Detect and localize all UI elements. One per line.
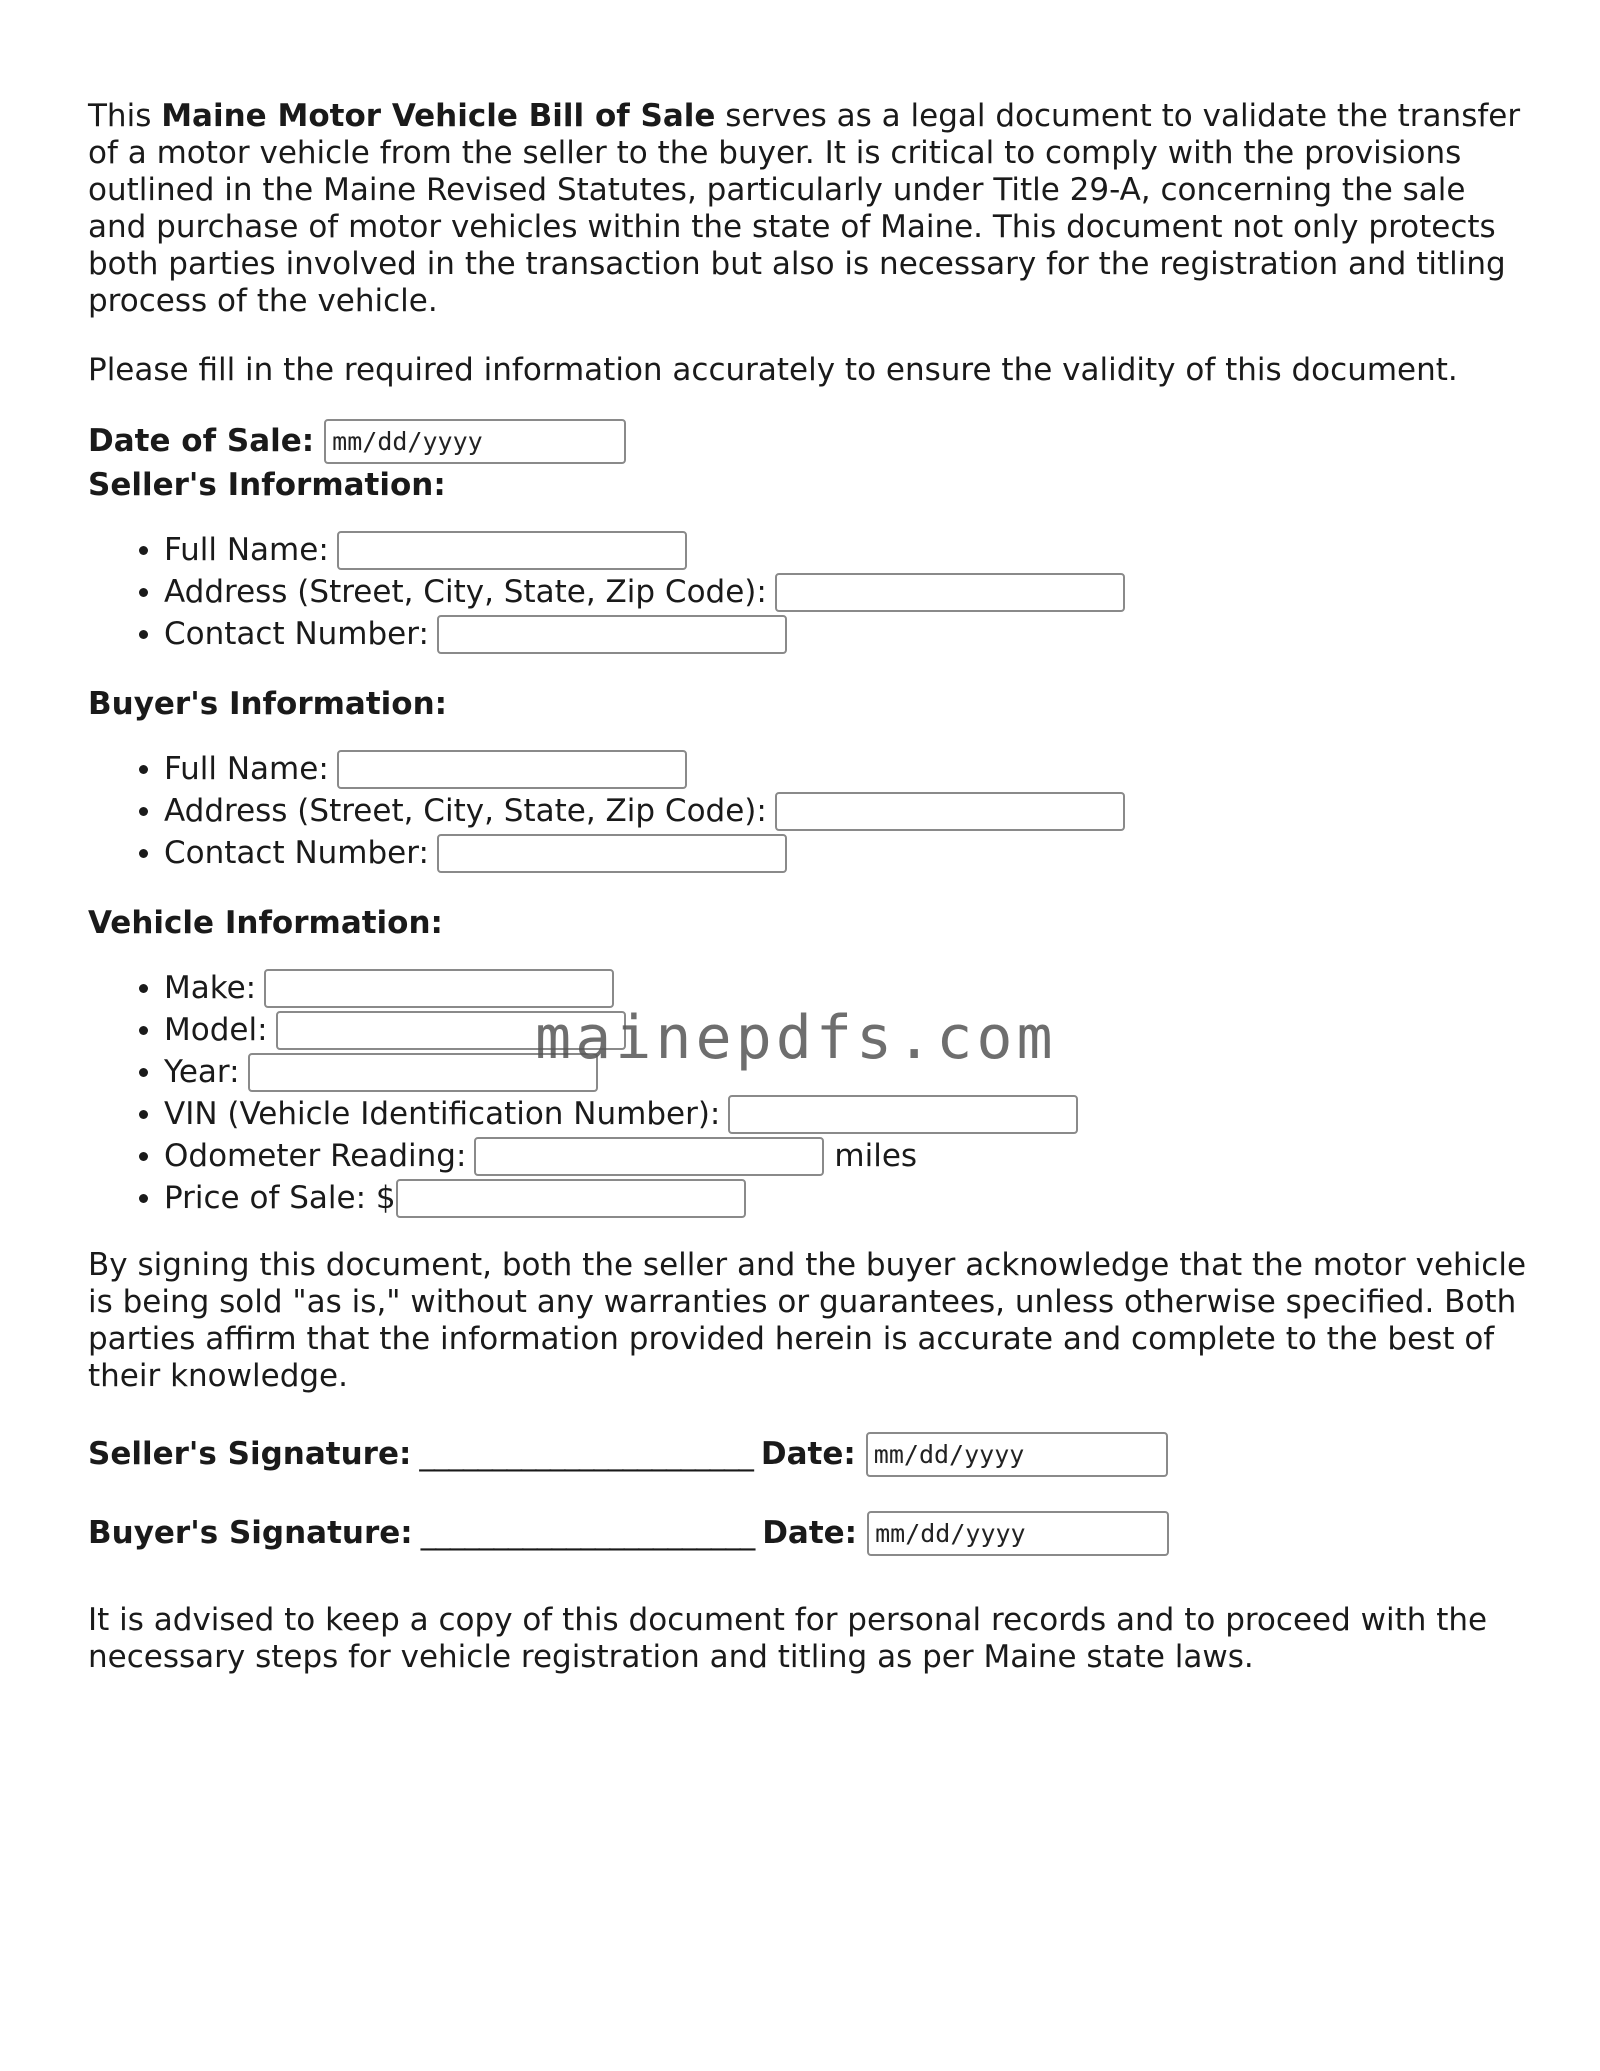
seller-address-label: Address (Street, City, State, Zip Code):: [164, 574, 767, 610]
list-item: [164, 529, 1528, 571]
list-item: [164, 571, 1528, 613]
buyer-info-list: [88, 748, 1528, 874]
intro-text: serves as a legal document to validate the transfer of a motor vehicle from the seller to the buyer. It is critical to comply with the provisions outlined in the Maine Revised Statutes, particularly under Title 29-A, concerning the sale and purchase of motor vehicles within the state of Maine. This document not only protects both parties involved in the transaction but also is necessary for the registration and titling process of the vehicle.: [88, 98, 1521, 319]
seller-address-input[interactable]: [775, 573, 1125, 612]
buyer-address-label: Address (Street, City, State, Zip Code):: [164, 793, 767, 829]
vehicle-vin-label: VIN (Vehicle Identification Number):: [164, 1096, 721, 1132]
list-item: [164, 1093, 1528, 1135]
intro-prefix: This: [88, 98, 162, 134]
buyer-full-name-label: Full Name:: [164, 751, 329, 787]
odometer-input[interactable]: [474, 1137, 824, 1176]
list-item: [164, 748, 1528, 790]
list-item: [164, 1135, 1528, 1177]
list-item: [164, 790, 1528, 832]
intro-paragraph: [88, 98, 1528, 320]
buyer-contact-label: Contact Number:: [164, 835, 429, 871]
vehicle-make-input[interactable]: [264, 969, 614, 1008]
seller-section-title: Seller's Information:: [88, 467, 446, 503]
seller-signature-label: Seller's Signature:: [88, 1436, 412, 1472]
list-item: [164, 613, 1528, 655]
vehicle-vin-input[interactable]: [728, 1095, 1078, 1134]
vehicle-year-input[interactable]: [248, 1053, 598, 1092]
seller-contact-label: Contact Number:: [164, 616, 429, 652]
vehicle-model-label: Model:: [164, 1012, 268, 1048]
fill-instructions: Please fill in the required information accurately to ensure the validity of this document.: [88, 352, 1458, 388]
vehicle-make-label: Make:: [164, 970, 257, 1006]
seller-date-input[interactable]: [866, 1432, 1168, 1477]
price-label: Price of Sale: $: [164, 1180, 396, 1216]
odometer-label: Odometer Reading:: [164, 1138, 467, 1174]
date-of-sale-label: Date of Sale:: [88, 423, 315, 459]
watermark: mainepdfs.com: [535, 1003, 1057, 1073]
buyer-signature-line: _______________________: [420, 1515, 755, 1551]
acknowledgement-paragraph: By signing this document, both the seller and the buyer acknowledge that the motor vehicle is being sold "as is," without any warranties or guarantees, unless otherwise specified. Both parties affirm that the information provided herein is accurate and complete to the best of their knowledge.: [88, 1247, 1527, 1394]
seller-full-name-label: Full Name:: [164, 532, 329, 568]
buyer-section-title: Buyer's Information:: [88, 686, 448, 722]
vehicle-model-input[interactable]: [276, 1011, 626, 1050]
seller-full-name-input[interactable]: [337, 531, 687, 570]
buyer-address-input[interactable]: [775, 792, 1125, 831]
price-input[interactable]: [396, 1179, 746, 1218]
buyer-date-input[interactable]: [867, 1511, 1169, 1556]
list-item: [164, 1051, 1528, 1093]
date-of-sale-row: [88, 419, 1528, 464]
list-item: [164, 967, 1528, 1009]
seller-info-list: [88, 529, 1528, 655]
vehicle-info-list: [88, 967, 1528, 1219]
vehicle-year-label: Year:: [164, 1054, 240, 1090]
seller-date-label: Date:: [760, 1436, 856, 1472]
seller-signature-row: [88, 1429, 1528, 1479]
seller-contact-input[interactable]: [437, 615, 787, 654]
document-name: Maine Motor Vehicle Bill of Sale: [161, 98, 716, 134]
seller-signature-line: _______________________: [419, 1436, 753, 1472]
buyer-date-label: Date:: [762, 1515, 858, 1551]
vehicle-section-title: Vehicle Information:: [88, 905, 443, 941]
odometer-unit: miles: [834, 1138, 918, 1174]
bill-of-sale-document: [88, 98, 1528, 1676]
date-of-sale-input[interactable]: [324, 419, 626, 464]
buyer-contact-input[interactable]: [437, 834, 787, 873]
list-item: [164, 832, 1528, 874]
buyer-full-name-input[interactable]: [337, 750, 687, 789]
buyer-signature-label: Buyer's Signature:: [88, 1515, 413, 1551]
closing-paragraph: It is advised to keep a copy of this document for personal records and to proceed with the necessary steps for vehicle registration and titling as per Maine state laws.: [88, 1602, 1488, 1675]
buyer-signature-row: [88, 1508, 1528, 1558]
list-item: [164, 1177, 1528, 1219]
list-item: [164, 1009, 1528, 1051]
